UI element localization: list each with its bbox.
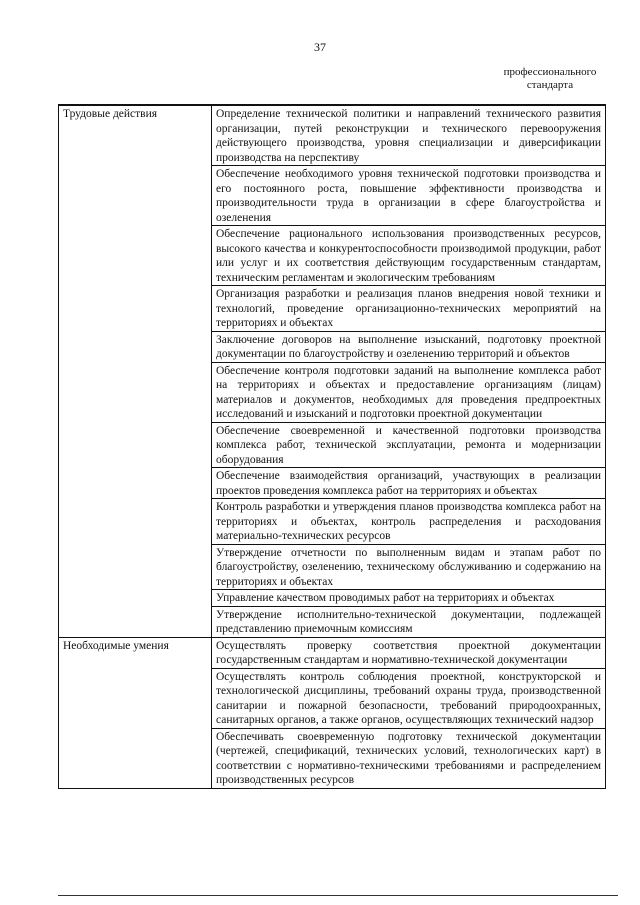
section-item: Обеспечение своевременной и качественной подготовки производства комплекса работ, технической эксплуатации, ремонта и модернизации оборудования: [212, 422, 606, 468]
section-item: Утверждение отчетности по выполненным видам и этапам работ по благоустройству, озеленению, техническому обслуживанию и содержанию на территориях и объектах: [212, 544, 606, 590]
standard-table: [58, 105, 606, 789]
table-row: [59, 106, 606, 166]
section-item: Заключение договоров на выполнение изысканий, подготовку проектной документации по благоустройству и озеленению территорий и объектов: [212, 331, 606, 362]
bottom-divider: [58, 895, 618, 896]
section-item: Определение технической политики и направлений технического развития организации, путей реконструкции и технического перевооружения действующего производства, уровня специализации и диверсификации производства на перспективу: [212, 106, 606, 166]
table-body: [59, 106, 606, 789]
table-row: [59, 637, 606, 668]
section-item: Организация разработки и реализация планов внедрения новой техники и технологий, проведение организационно-технических мероприятий на территориях и объектах: [212, 286, 606, 332]
section-item: Обеспечение необходимого уровня технической подготовки производства и его постоянного роста, повышение эффективности производства и производительности труда в организации в сфере благоустройства и озеленения: [212, 166, 606, 226]
section-item: Осуществлять контроль соблюдения проектной, конструкторской и технологической дисциплины, требований охраны труда, производственной санитарии и пожарной безопасности, требований природоохранных, санитарных органов, а также органов, осуществляющих технический надзор: [212, 668, 606, 728]
section-item: Контроль разработки и утверждения планов производства комплекса работ на территориях и объектах, контроль распределения и расходования материально-технических ресурсов: [212, 499, 606, 545]
section-item: Обеспечение контроля подготовки заданий на выполнение комплекса работ на территориях и объектах и предоставление организациям (лицам) материалов и документов, необходимых для проведения предпроектных исследований и изысканий и подготовки проектной документации: [212, 362, 606, 422]
section-label: Трудовые действия: [59, 106, 212, 638]
section-item: Утверждение исполнительно-технической документации, подлежащей представлению приемочным комиссиям: [212, 606, 606, 637]
section-item: Обеспечивать своевременную подготовку технической документации (чертежей, спецификаций, технических условий, технологических карт) в соответствии с нормативно-техническими требованиями и распределением производственных ресурсов: [212, 728, 606, 788]
section-item: Обеспечение рационального использования производственных ресурсов, высокого качества и конкурентоспособности производимой продукции, работ или услуг и их соответствия действующим государственным стандартам, техническим регламентам и экологическим требованиям: [212, 226, 606, 286]
header-note: профессионального стандарта: [503, 66, 597, 91]
section-item: Осуществлять проверку соответствия проектной документации государственным стандартам и нормативно-технической документации: [212, 637, 606, 668]
section-item: Управление качеством проводимых работ на территориях и объектах: [212, 590, 606, 607]
section-label: Необходимые умения: [59, 637, 212, 788]
page-number: 37: [314, 40, 326, 54]
section-item: Обеспечение взаимодействия организаций, участвующих в реализации проектов проведения комплекса работ на территориях и объектах: [212, 468, 606, 499]
